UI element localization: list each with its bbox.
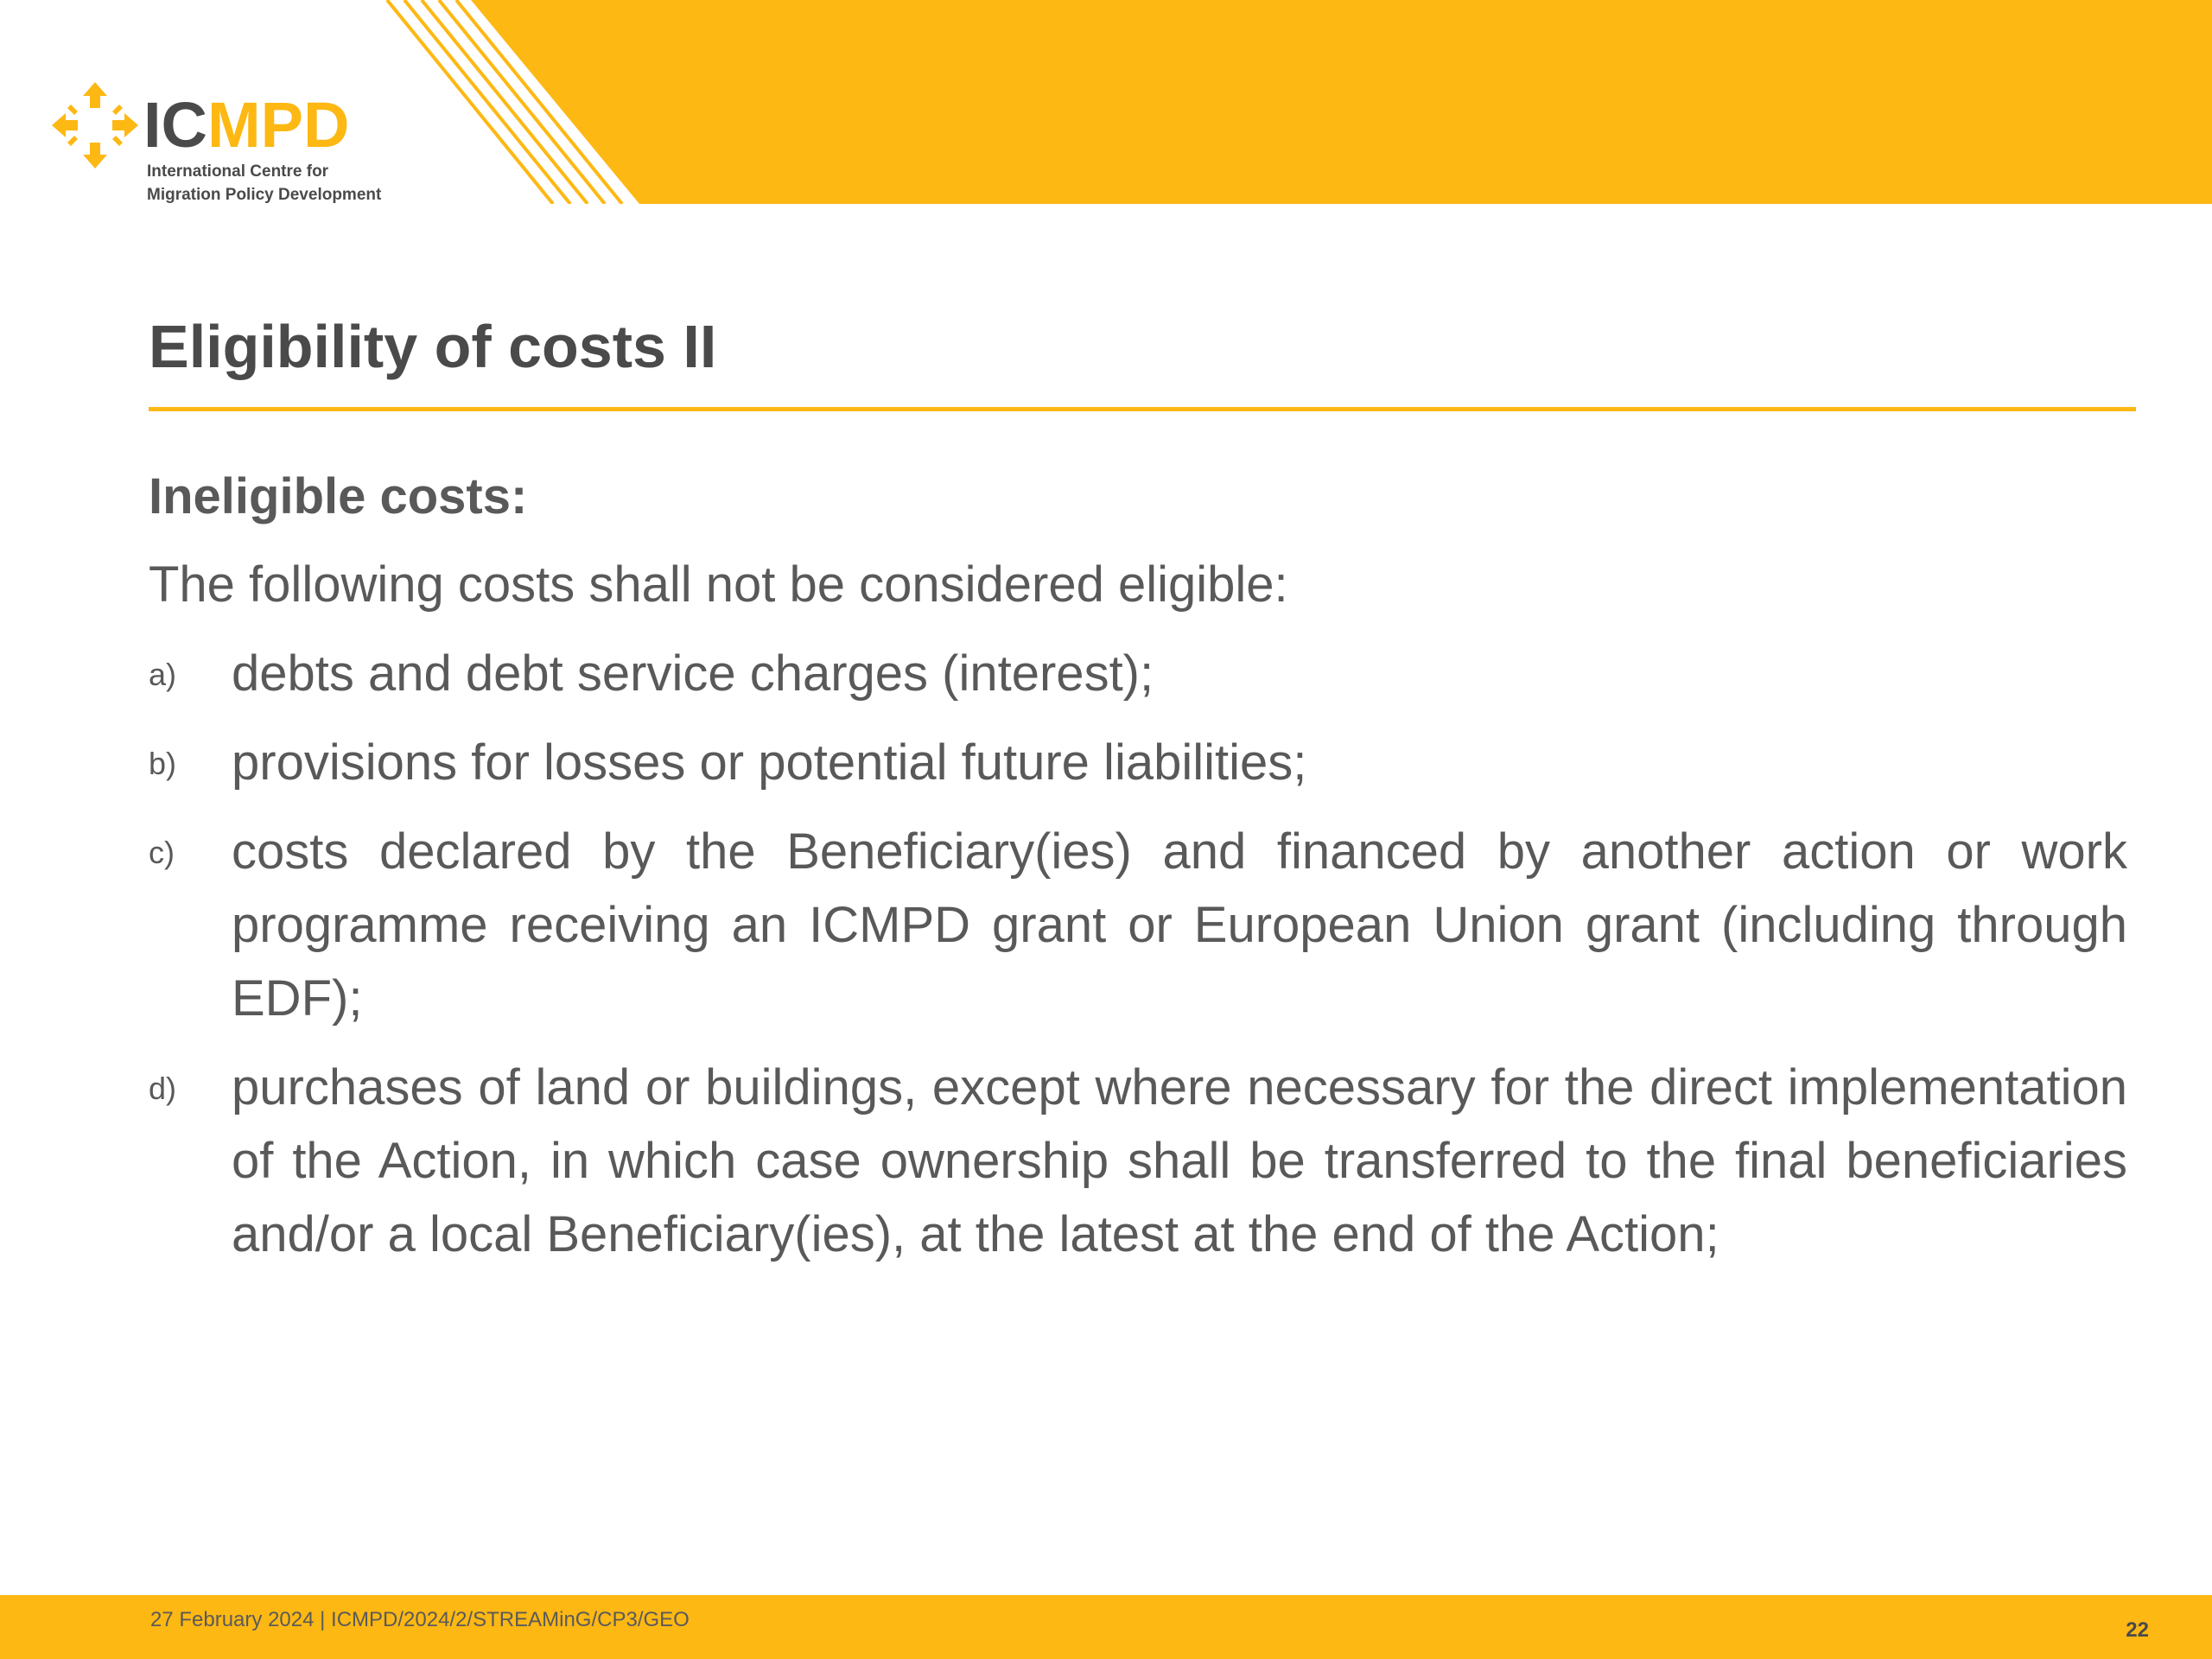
- logo-wordmark-part2: MPD: [207, 89, 350, 161]
- logo-wordmark: [143, 91, 349, 160]
- logo-subtitle-line1: International Centre for: [147, 162, 329, 181]
- four-arrows-icon: [52, 82, 147, 168]
- logo-wordmark-part1: IC: [143, 89, 207, 161]
- logo-subtitle: [147, 160, 381, 207]
- page-number: 22: [2126, 1618, 2149, 1642]
- list-marker: c): [149, 835, 175, 870]
- list-marker: a): [149, 657, 177, 692]
- list-item: [149, 1051, 2127, 1271]
- list-item-text: debts and debt service charges (interest);: [232, 645, 1154, 702]
- slide-body: [149, 462, 2127, 1287]
- list-item-text: costs declared by the Beneficiary(ies) and financed by another action or work programme receiving an ICMPD grant or European Union grant (including through EDF);: [232, 823, 2127, 1027]
- intro-text: The following costs shall not be considered eligible:: [149, 556, 1288, 613]
- list-item-text: purchases of land or buildings, except where necessary for the direct implementation of the Action, in which case ownership shall be transferred to the final beneficiaries and/or a local Beneficiary(ies), at the latest at the end of the Action;: [232, 1059, 2127, 1262]
- icmpd-logo: [52, 82, 432, 212]
- list-item: [149, 815, 2127, 1035]
- title-divider: [149, 407, 2136, 411]
- ineligible-costs-list: [149, 637, 2127, 1271]
- list-item: [149, 637, 2127, 710]
- list-marker: b): [149, 746, 177, 781]
- list-item: [149, 726, 2127, 799]
- slide-title: Eligibility of costs II: [149, 313, 717, 380]
- list-marker: d): [149, 1071, 177, 1106]
- section-heading: Ineligible costs:: [149, 468, 528, 524]
- logo-subtitle-line2: Migration Policy Development: [147, 186, 382, 204]
- list-item-text: provisions for losses or potential future liabilities;: [232, 734, 1307, 791]
- footer-reference: 27 February 2024 | ICMPD/2024/2/STREAMinG/CP3/GEO: [150, 1608, 690, 1631]
